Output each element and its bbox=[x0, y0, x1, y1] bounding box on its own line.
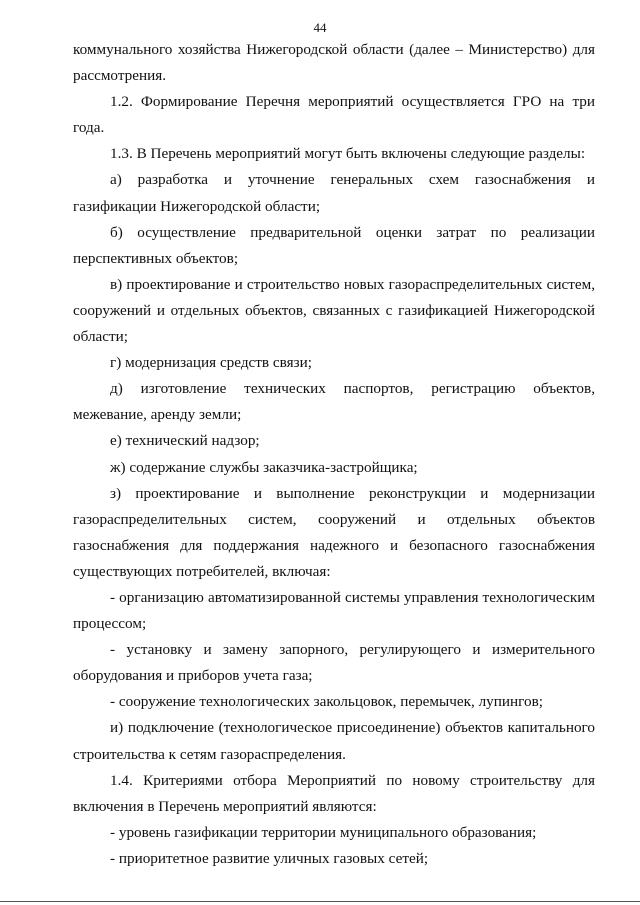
criterion-item-2: - приоритетное развитие уличных газовых сетей; bbox=[110, 849, 429, 867]
paragraph-intro-continuation: коммунального хозяйства Нижегородской области (далее – Министерство) для рассмотрения. bbox=[73, 41, 595, 85]
list-item-a: а) разработка и уточнение генеральных схем газоснабжения и газификации Нижегородской области; bbox=[73, 171, 595, 215]
paragraph-1-2: 1.2. Формирование Перечня мероприятий осуществляется ГРО на три года. bbox=[73, 93, 595, 137]
criterion-item-1: - уровень газификации территории муниципального образования; bbox=[110, 823, 537, 841]
list-item-e: е) технический надзор; bbox=[110, 432, 260, 450]
document-body bbox=[73, 37, 595, 872]
sub-item-z-3: - сооружение технологических закольцовок, перемычек, лупингов; bbox=[110, 693, 543, 711]
list-item-d: д) изготовление технических паспортов, регистрацию объектов, межевание, аренду земли; bbox=[73, 380, 595, 424]
paragraph-1-3: 1.3. В Перечень мероприятий могут быть включены следующие разделы: bbox=[110, 145, 586, 163]
sub-item-z-1: - организацию автоматизированной системы управления технологическим процессом; bbox=[73, 588, 595, 633]
page-number: 44 bbox=[313, 20, 327, 35]
list-item-i: и) подключение (технологическое присоединение) объектов капитального строительства к сетям газораспределения. bbox=[73, 719, 595, 763]
paragraph-1-4: 1.4. Критериями отбора Мероприятий по новому строительству для включения в Перечень мероприятий являются: bbox=[73, 771, 595, 815]
bottom-edge-line bbox=[0, 901, 640, 902]
list-item-b: б) осуществление предварительной оценки затрат по реализации перспективных объектов; bbox=[73, 223, 595, 267]
list-item-z: з) проектирование и выполнение реконструкции и модернизации газораспределительных систем, сооружений и отдельных объектов газоснабжения для поддержания надежного и безопасного газоснабжения существующих потребителей, включая: bbox=[73, 484, 595, 580]
list-item-v: в) проектирование и строительство новых газораспределительных систем, сооружений и отдельных объектов, связанных с газификацией Нижегородской области; bbox=[73, 275, 595, 346]
list-item-g: г) модернизация средств связи; bbox=[110, 354, 312, 372]
sub-item-z-2: - установку и замену запорного, регулирующего и измерительного оборудования и приборов учета газа; bbox=[73, 641, 595, 685]
list-item-zh: ж) содержание службы заказчика-застройщика; bbox=[110, 458, 418, 476]
